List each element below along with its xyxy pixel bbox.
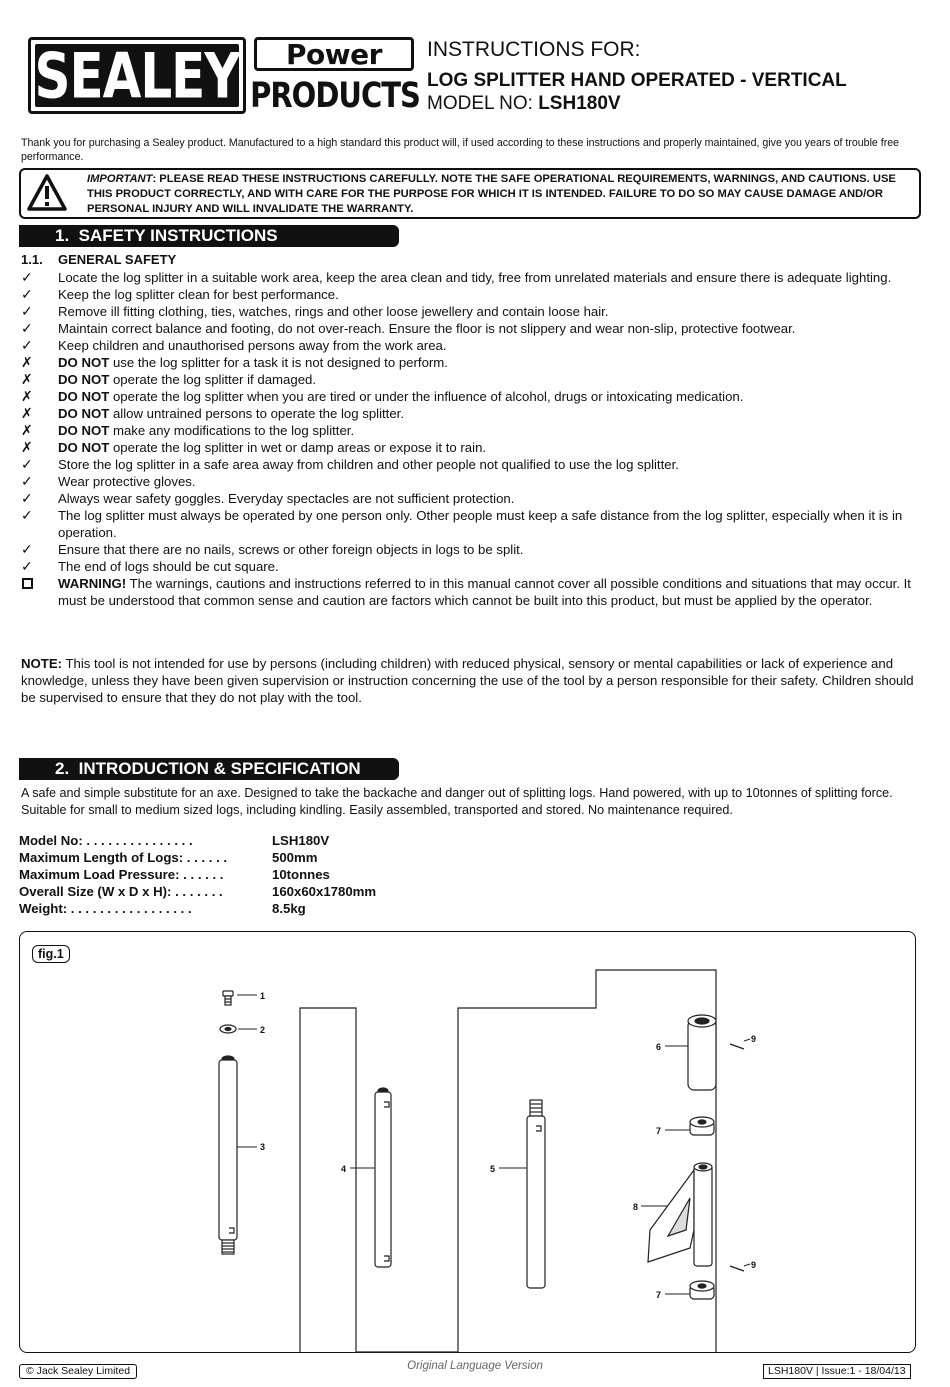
copyright: © Jack Sealey Limited [19,1364,137,1379]
note-label: NOTE: [21,656,63,671]
item-text: Locate the log splitter in a suitable work area, keep the area clean and tidy, free from unrelated materials and ensure there is adequate lighting. [58,270,892,285]
item-text: Keep the log splitter clean for best performance. [58,287,339,302]
sub-number: 1.1. [21,252,43,267]
check-icon: ✓ [21,490,33,506]
diagram-frame-line [300,970,716,1352]
callout-9a: 9 [751,1034,757,1044]
spec-value: LSH180V [272,833,330,848]
issue-code: LSH180V [768,1365,813,1377]
callout-5: 5 [490,1164,496,1174]
spec-label: Model No: . . . . . . . . . . . . . . . [19,833,193,848]
item-text: Keep children and unauthorised persons away from the work area. [58,338,447,353]
language-version: Original Language Version [407,1360,543,1372]
spec-value: 500mm [272,850,318,865]
part-bar-3 [219,1056,237,1254]
logo-brand-text: SEALEY [34,39,240,112]
item-emphasis: DO NOT [58,389,110,404]
logo-products-text: PRODUCTS [250,74,420,116]
model-value: LSH180V [538,93,621,114]
part-bolt [223,991,233,1005]
part-bar-5 [527,1100,545,1288]
important-label: IMPORTANT [87,173,153,185]
item-emphasis: WARNING! [58,576,127,591]
callout-6: 6 [656,1042,662,1052]
part-sleeve [688,1015,716,1090]
model-label: MODEL NO: [427,93,539,114]
logo-power-text: Power [286,37,382,71]
check-icon: ✓ [21,473,33,489]
product-title: LOG SPLITTER HAND OPERATED - VERTICAL [427,70,847,91]
cross-icon: ✗ [21,439,33,455]
spec-label: Overall Size (W x D x H): . . . . . . . [19,884,223,899]
spec-label: Weight: . . . . . . . . . . . . . . . . . [19,901,192,916]
callout-9b: 9 [751,1260,757,1270]
cross-icon: ✗ [21,405,33,421]
item-text: Always wear safety goggles. Everyday spectacles are not sufficient protection. [58,491,515,506]
check-icon: ✓ [21,541,33,557]
callout-8: 8 [633,1202,639,1212]
sub-title: GENERAL SAFETY [58,252,177,267]
callout-2: 2 [260,1025,266,1035]
item-text: Wear protective gloves. [58,474,196,489]
callout-1: 1 [260,991,266,1001]
check-icon: ✓ [21,286,33,302]
cross-icon: ✗ [21,388,33,404]
item-text: operate the log splitter in wet or damp areas or expose it to rain. [109,440,487,455]
part-bar-4 [375,1088,391,1267]
figure-label: fig.1 [32,945,70,963]
item-text: Ensure that there are no nails, screws or other foreign objects in logs to be split. [58,542,524,557]
part-washer [220,1025,236,1033]
part-wedge [648,1163,712,1266]
intro-text: Thank you for purchasing a Sealey product. Manufactured to a high standard this product will, if used according to these instructions and properly maintained, give you years of trouble free performance. [21,137,900,163]
item-emphasis: DO NOT [58,423,110,438]
issue-info: LSH180V | Issue:1 - 18/04/13 [763,1364,911,1379]
item-emphasis: DO NOT [58,440,110,455]
item-text: The warnings, cautions and instructions referred to in this manual cannot cover all possible conditions and situations that may occur. It must be understood that common sense and caution are factors which cannot be built into this product, but must be applied by the operator. [58,576,911,608]
spec-value: 8.5kg [272,901,306,916]
section2-number: 2. [55,759,70,778]
note-text: This tool is not intended for use by persons (including children) with reduced physical, sensory or mental capabilities or lack of experience and knowledge, unless they have been given supervision or instruction concerning the use of the tool by a person responsible for their safety. Children should be supervised to ensure that they do not play with the tool. [21,656,914,705]
item-text: make any modifications to the log splitter. [109,423,355,438]
check-icon: ✓ [21,269,33,285]
spec-label: Maximum Load Pressure: . . . . . . [19,867,224,882]
part-pin [730,1044,744,1271]
item-text: The log splitter must always be operated by one person only. Other people must keep a safe distance from the log splitter, especially when it is in operation. [58,508,903,540]
check-icon: ✓ [21,320,33,336]
callout-7b: 7 [656,1290,662,1300]
item-text: Maintain correct balance and footing, do not over-reach. Ensure the floor is not slippery and wear non-slip, protective footwear. [58,321,796,336]
item-emphasis: DO NOT [58,355,110,370]
important-body: : PLEASE READ THESE INSTRUCTIONS CAREFULLY. NOTE THE SAFE OPERATIONAL REQUIREMENTS, WARNINGS, AND CAUTIONS. USE THIS PRODUCT CORRECTLY, AND WITH CARE FOR THE PURPOSE FOR WHICH IT IS INTENDED. FAILURE TO DO SO MAY CAUSE DAMAGE AND/OR PERSONAL INJURY AND WILL INVALIDATE THE WARRANTY. [87,173,896,215]
section1-number: 1. [55,226,70,245]
item-emphasis: DO NOT [58,372,110,387]
spec-value: 160x60x1780mm [272,884,377,899]
issue-date: Issue:1 - 18/04/13 [821,1365,906,1377]
cross-icon: ✗ [21,422,33,438]
item-text: Remove ill fitting clothing, ties, watches, rings and other loose jewellery and contain loose hair. [58,304,609,319]
cross-icon: ✗ [21,354,33,370]
check-icon: ✓ [21,303,33,319]
item-text: The end of logs should be cut square. [58,559,279,574]
cross-icon: ✗ [21,371,33,387]
check-icon: ✓ [21,558,33,574]
callout-7a: 7 [656,1126,662,1136]
callout-3: 3 [260,1142,266,1152]
item-text: operate the log splitter when you are tired or under the influence of alcohol, drugs or intoxicating medication. [109,389,744,404]
intro-description: A safe and simple substitute for an axe. Designed to take the backache and danger out of splitting logs. Hand powered, with up to 10tonnes of splitting force. Suitable for small to medium sized logs, including kindling. Easily assembled, transported and stored. No maintenance required. [21,786,893,817]
spec-label: Maximum Length of Logs: . . . . . . [19,850,228,865]
item-text: use the log splitter for a task it is not designed to perform. [109,355,448,370]
item-emphasis: DO NOT [58,406,110,421]
instructions-for: INSTRUCTIONS FOR: [427,38,641,61]
check-icon: ✓ [21,507,33,523]
item-text: allow untrained persons to operate the log splitter. [109,406,404,421]
spec-value: 10tonnes [272,867,330,882]
section1-title: SAFETY INSTRUCTIONS [78,226,278,245]
check-icon: ✓ [21,456,33,472]
check-icon: ✓ [21,337,33,353]
item-text: Store the log splitter in a safe area away from children and other people not qualified to use the log splitter. [58,457,679,472]
callout-4: 4 [341,1164,347,1174]
item-text: operate the log splitter if damaged. [109,372,317,387]
section2-title: INTRODUCTION & SPECIFICATION [78,759,361,778]
